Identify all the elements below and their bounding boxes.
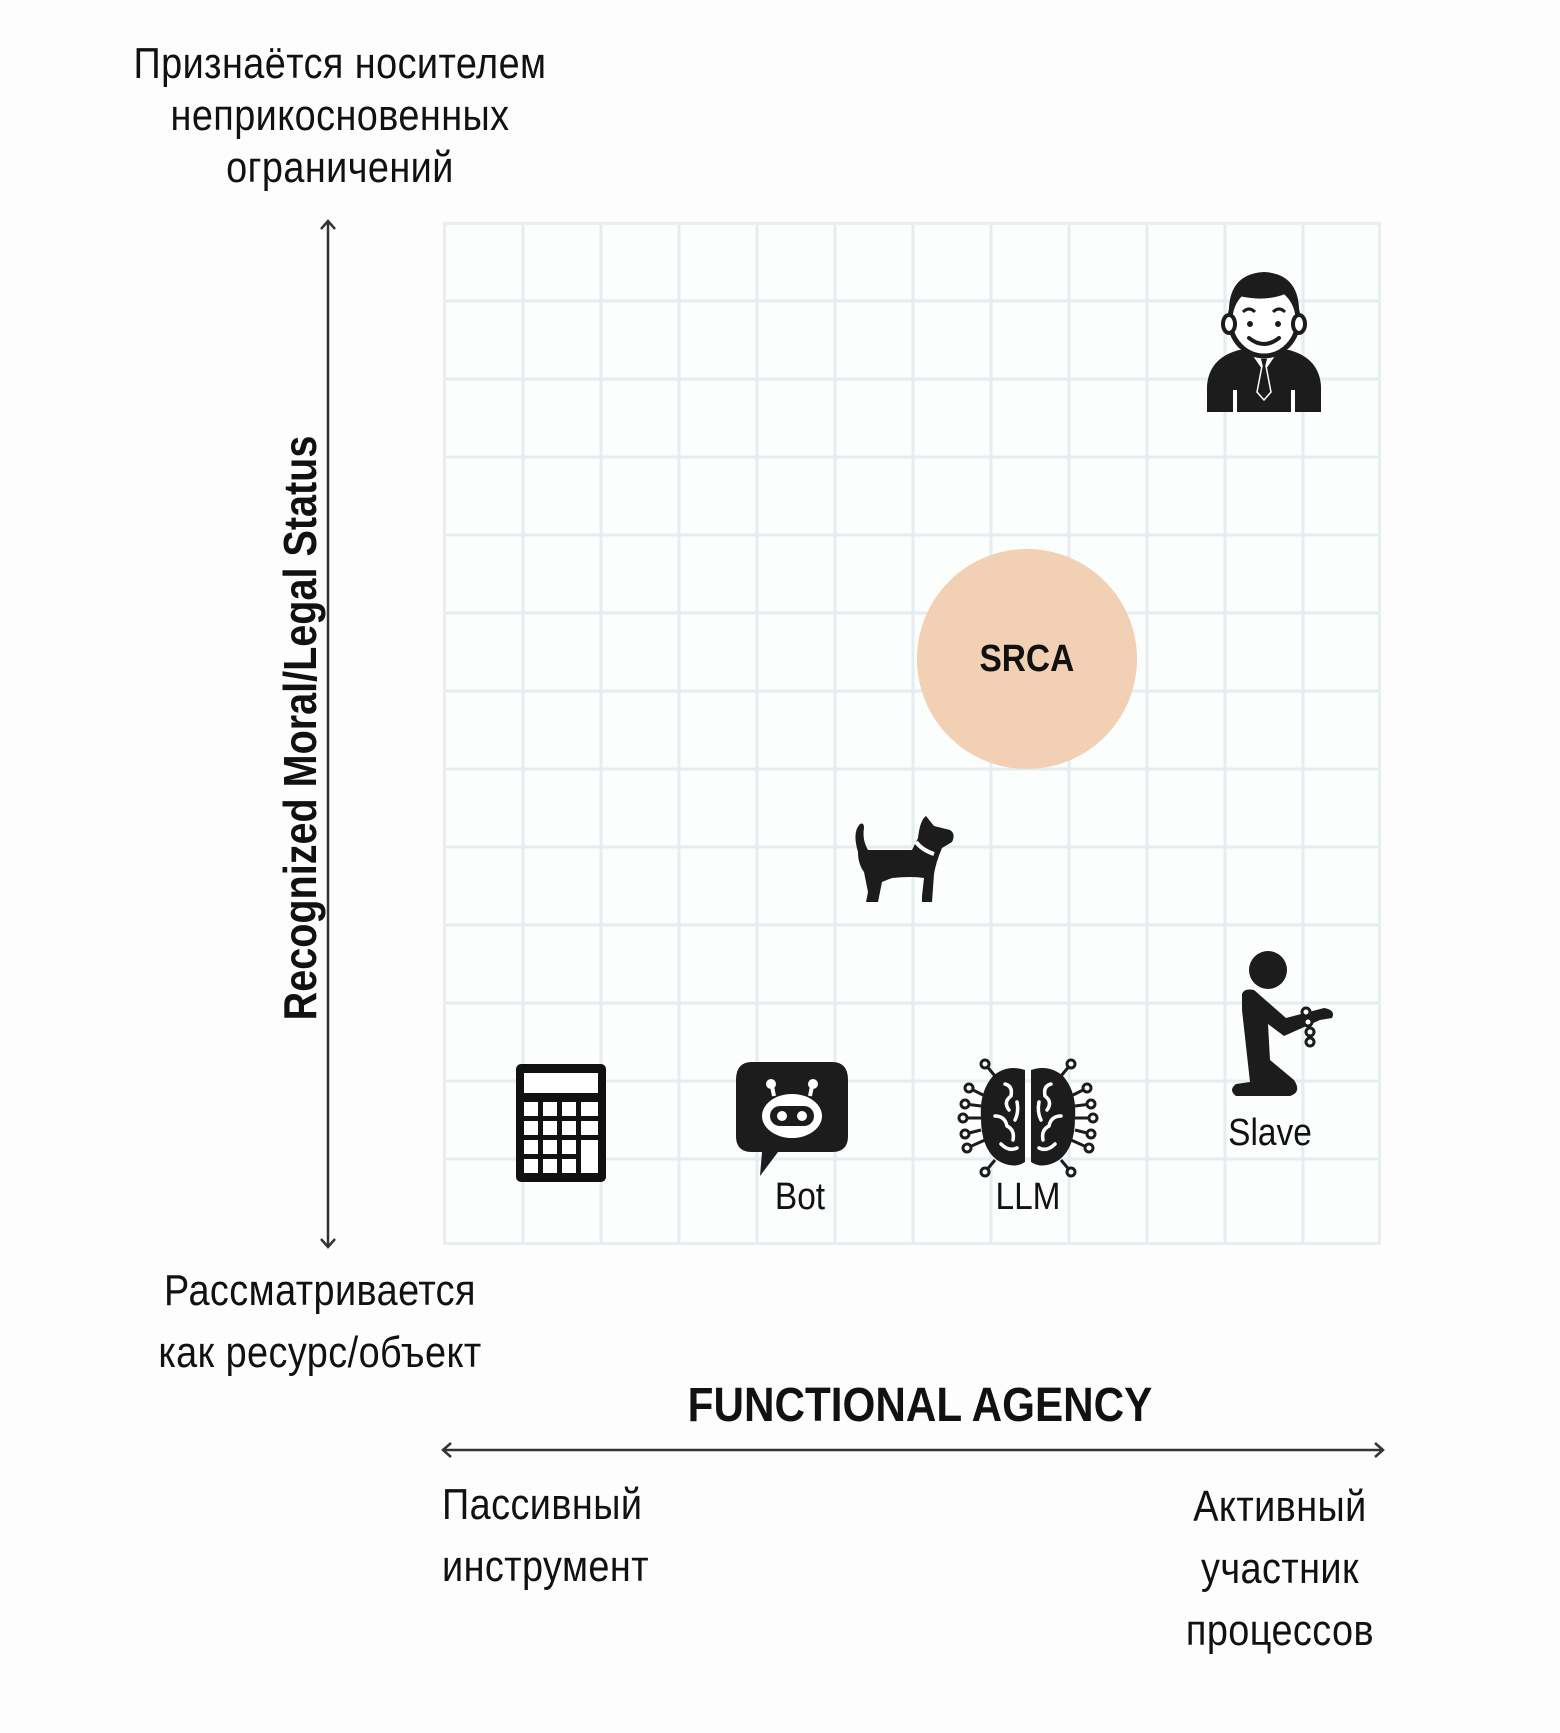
y-top-line-1: Признаётся носителем <box>133 39 547 88</box>
x-right-line-3: процессов <box>1185 1606 1375 1655</box>
businessman-icon <box>1205 268 1323 412</box>
x-right-line-2: участник <box>1201 1544 1359 1593</box>
srca-label: SRCA <box>979 637 1075 680</box>
y-bottom-line-2: как ресурс/объект <box>158 1328 482 1377</box>
x-axis-right-label <box>1134 1476 1426 1662</box>
kneeling-chained-person-icon <box>1228 950 1338 1108</box>
x-left-line-1: Пассивный <box>442 1480 643 1529</box>
calculator-icon <box>516 1064 606 1182</box>
y-axis-top-label <box>125 38 555 194</box>
x-axis-left-label <box>442 1474 649 1598</box>
chatbot-icon <box>734 1062 850 1176</box>
dog-icon <box>852 812 958 906</box>
y-bottom-line-1: Рассматривается <box>164 1266 476 1315</box>
llm-label: LLM <box>995 1176 1061 1218</box>
srca-circle <box>917 549 1137 769</box>
y-axis-title-text: Recognized Moral/Legal Status <box>274 435 326 1021</box>
x-left-line-2: инструмент <box>442 1542 649 1591</box>
y-axis-bottom-label <box>105 1260 535 1384</box>
x-right-line-1: Активный <box>1193 1482 1367 1531</box>
x-axis-arrow <box>440 1440 1386 1460</box>
neural-brain-icon <box>955 1056 1101 1180</box>
y-top-line-2: неприкосновенных <box>170 91 510 140</box>
slave-label: Slave <box>1228 1112 1312 1154</box>
bot-label: Bot <box>774 1176 826 1218</box>
x-axis-title: FUNCTIONAL AGENCY <box>687 1379 1153 1432</box>
y-top-line-3: ограничений <box>226 143 454 192</box>
